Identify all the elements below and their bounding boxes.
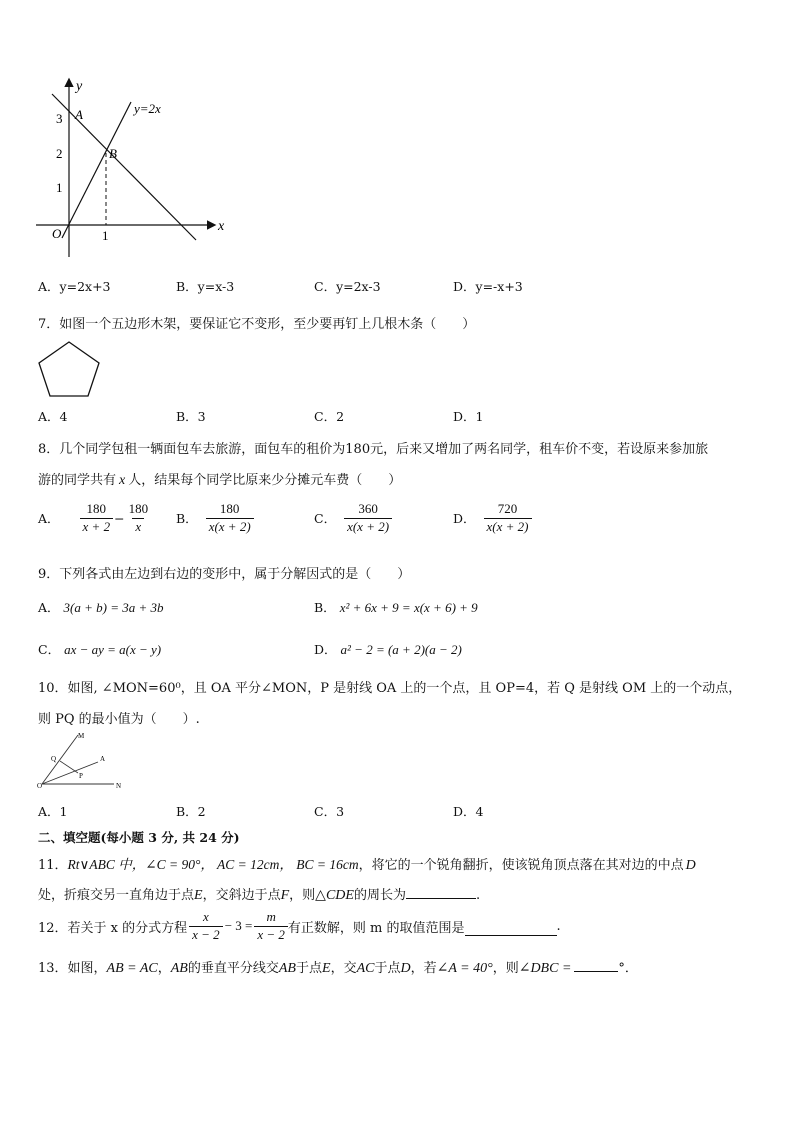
fig-label-o: O	[37, 782, 43, 790]
q11-answer-blank[interactable]	[406, 886, 476, 899]
q13-math-8: ∠DBC =	[518, 961, 572, 976]
q8-option-b[interactable]	[176, 502, 254, 535]
line-label-y-2x: y=2x	[134, 101, 161, 116]
q13-text-b: ，	[157, 961, 171, 976]
q12-frac2-denominator: x − 2	[254, 926, 288, 943]
q13-text-d: 于点	[295, 961, 322, 976]
q12-frac1-numerator: x	[203, 909, 209, 924]
q8-d-numerator: 720	[497, 501, 518, 516]
q6-option-c[interactable]: C．y=2x-3	[314, 279, 381, 294]
q12-text-a: 12．若关于 x 的分式方程	[38, 920, 188, 936]
q11-text-a: ，将它的一个锐角翻折，使该锐角顶点落在其对边的中点	[358, 858, 684, 873]
q11-givens: Rt∨ABC 中，∠C = 90°， AC = 12cm， BC = 16cm	[67, 857, 359, 872]
y-axis-label: y	[76, 79, 83, 94]
q13-math-5: AC	[356, 961, 375, 976]
q8-a-denominator-2: x	[132, 518, 144, 535]
q13-math-2: AB	[170, 961, 188, 976]
q11-triangle-cde: △CDE	[315, 888, 354, 903]
q9-option-d[interactable]	[314, 640, 462, 658]
angle-figure	[36, 730, 126, 792]
q8-c-numerator: 360	[358, 501, 378, 516]
point-a-label: A	[75, 107, 83, 122]
q10-option-c[interactable]: C．3	[314, 804, 345, 819]
q8-a-numerator-2: 180	[128, 501, 149, 516]
q11-question-line1	[38, 853, 696, 874]
tick-label-2: 2	[56, 146, 63, 161]
q7-option-a[interactable]: A．4	[38, 409, 68, 424]
q9-option-a[interactable]	[38, 598, 164, 616]
q7-option-b[interactable]: B．3	[176, 409, 206, 424]
q9-option-a-expr: 3(a + b) = 3a + 3b	[63, 600, 164, 615]
section-heading: 二、填空题(每小题 3 分, 共 24 分)	[38, 830, 240, 845]
q6-option-d[interactable]: D．y=-x+3	[453, 279, 523, 294]
q11-text-b: 处，折痕交另一直角边于点	[38, 888, 195, 903]
q13-math-4: E	[322, 961, 331, 976]
fig-label-n: N	[116, 782, 122, 790]
q9-option-d-expr: a² − 2 = (a + 2)(a − 2)	[340, 642, 462, 657]
q8-question-line1: 8．几个同学包租一辆面包车去旅游，面包车的租价为180元，后来又增加了两名同学，租车价不变，若设原来参加旅	[38, 442, 709, 457]
q8-text-b: 人，结果每个同学比原来少分摊元车费（ ）	[128, 473, 402, 488]
q13-math-7: ∠A = 40°	[436, 961, 493, 976]
q8-text-a: 游的同学共有	[38, 473, 117, 488]
q10-option-d[interactable]: D．4	[453, 804, 484, 819]
q13-text-h: ，则	[492, 961, 519, 976]
q11-number: 11．	[38, 858, 68, 873]
q8-option-b-label: B．	[176, 511, 198, 527]
point-b-label: B	[109, 146, 117, 161]
fig-label-q: Q	[51, 755, 57, 763]
q13-text-f: 于点	[374, 961, 401, 976]
q11-point-e: E	[194, 888, 203, 903]
q6-option-a[interactable]: A．y=2x+3	[38, 279, 111, 294]
q11-text-c: ，交斜边于点	[202, 888, 281, 903]
q8-d-denominator: x(x + 2)	[484, 518, 532, 535]
q13-math-3: AB	[278, 961, 296, 976]
q8-a-denominator-1: x + 2	[80, 518, 114, 535]
q10-question-line2: 则 PQ 的最小值为（ ）.	[38, 712, 200, 727]
q13-text-g: ，若	[410, 961, 437, 976]
linear-function-graph	[30, 72, 240, 262]
q12-text-b: 有正数解，则 m 的取值范围是	[287, 920, 465, 936]
q13-text-a: 13．如图，	[38, 961, 107, 976]
q12-period: .	[556, 918, 561, 934]
q7-option-c[interactable]: C．2	[314, 409, 345, 424]
q9-option-c-expr: ax − ay = a(x − y)	[64, 642, 162, 657]
q11-text-d: ，则	[289, 888, 316, 903]
q11-text-e: 的周长为	[353, 888, 406, 903]
q7-option-d[interactable]: D．1	[453, 409, 484, 424]
q9-option-a-label: A．	[38, 600, 60, 615]
q13-math-6: D	[400, 961, 411, 976]
q9-question: 9．下列各式由左边到右边的变形中，属于分解因式的是（ ）	[38, 567, 411, 582]
q11-point-f: F	[280, 888, 290, 903]
q8-option-c[interactable]	[314, 502, 392, 535]
q8-option-a-label: A．	[38, 511, 60, 527]
pentagon-figure	[36, 340, 102, 398]
q8-question-line2	[38, 469, 401, 489]
q8-variable-x: x	[119, 473, 126, 488]
q9-option-b-expr: x² + 6x + 9 = x(x + 6) + 9	[339, 600, 478, 615]
q9-option-b-label: B．	[314, 600, 336, 615]
q8-option-a[interactable]	[38, 502, 151, 535]
q12-question	[38, 910, 561, 943]
tick-label-3: 3	[56, 111, 63, 126]
origin-label: O	[52, 226, 62, 241]
q13-text-e: ，交	[330, 961, 357, 976]
q9-option-b[interactable]	[314, 598, 478, 616]
fig-label-p: P	[79, 772, 83, 780]
x-axis-label: x	[218, 219, 225, 234]
q12-equals: − 3 =	[224, 918, 253, 934]
q9-option-c-label: C．	[38, 642, 61, 657]
q13-answer-blank[interactable]	[574, 959, 618, 972]
tick-label-1: 1	[56, 180, 63, 195]
q8-b-denominator: x(x + 2)	[206, 518, 254, 535]
q12-frac1-denominator: x − 2	[189, 926, 223, 943]
fig-label-a: A	[100, 755, 106, 763]
q10-option-b[interactable]: B．2	[176, 804, 206, 819]
q8-option-d[interactable]	[453, 502, 532, 535]
q9-option-c[interactable]	[38, 640, 161, 658]
q10-option-a[interactable]: A．1	[38, 804, 68, 819]
fig-label-m: M	[78, 732, 85, 740]
q11-question-line2	[38, 884, 480, 904]
q9-option-d-label: D．	[314, 642, 337, 657]
q12-answer-blank[interactable]	[465, 923, 557, 936]
q12-frac2-numerator: m	[266, 909, 276, 924]
q8-a-minus: −	[114, 510, 125, 526]
q13-text-c: 的垂直平分线交	[187, 961, 279, 976]
q8-option-d-label: D．	[453, 511, 476, 527]
q11-point-d: D	[685, 858, 696, 873]
q13-math-1: AB = AC	[106, 961, 158, 976]
q10-question-line1: 10．如图, ∠MON=60⁰，且 OA 平分∠MON，P 是射线 OA 上的一个点，且 OP=4，若 Q 是射线 OM 上的一个动点，	[38, 681, 742, 696]
line-y-2x	[62, 102, 131, 238]
q7-question: 7．如图一个五边形木架，要保证它不变形，至少要再钉上几根木条（ ）	[38, 317, 476, 332]
q11-period: .	[475, 888, 481, 903]
q8-option-c-label: C．	[314, 511, 337, 527]
q13-degree-period: °．	[618, 961, 638, 976]
tick-label-x1: 1	[102, 228, 109, 243]
q8-a-numerator-1: 180	[86, 501, 107, 516]
q8-c-denominator: x(x + 2)	[344, 518, 392, 535]
q8-b-numerator: 180	[219, 501, 240, 516]
q6-option-b[interactable]: B．y=x-3	[176, 279, 235, 294]
q13-question	[38, 957, 638, 977]
